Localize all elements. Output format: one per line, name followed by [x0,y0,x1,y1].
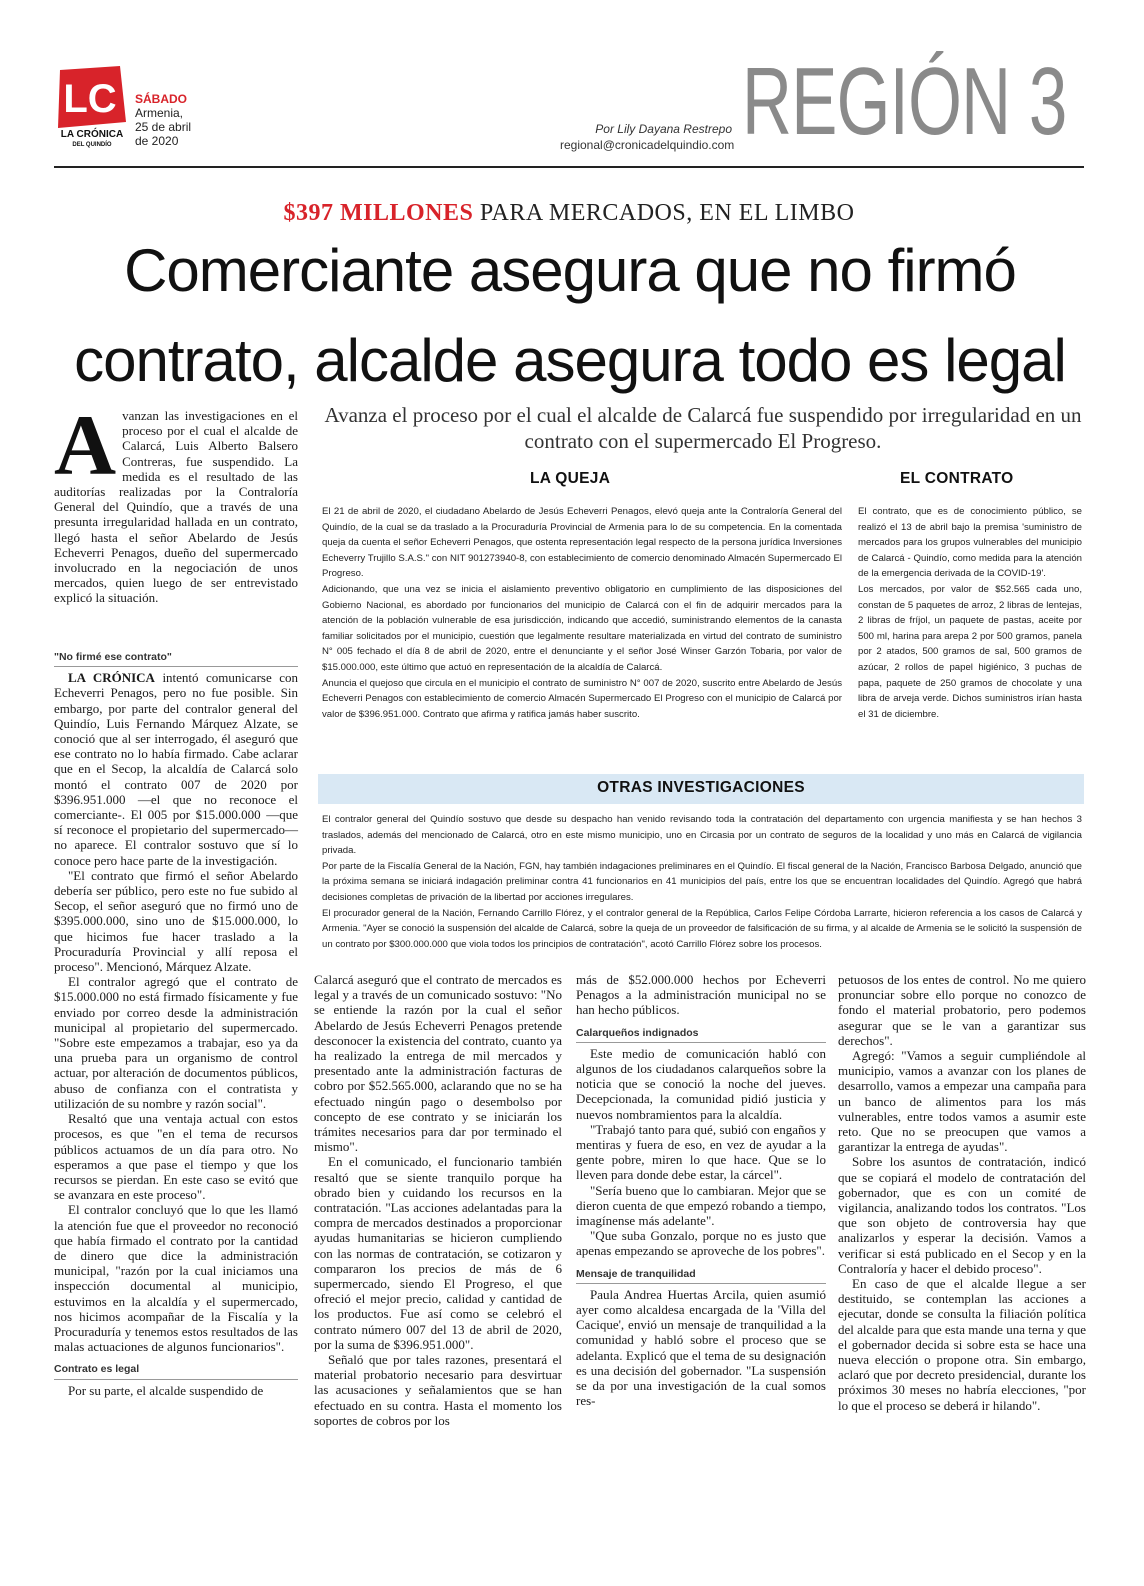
paragraph: Sobre los asuntos de contratación, indicó que se copiará el modelo de contratación del gobernador, que es con un comité de vigilancia, analizando todos los contratos. "Los que son objeto de controversia hay que analizarlos y esperar la decisión. Vamos a verificar si está publicado en el Secop y en la Contraloría y hacer el debido proceso". [838,1154,1086,1276]
paragraph: Agregó: "Vamos a seguir cumpliéndole al municipio, vamos a avanzar con los planes de desarrollo, vamos a empezar una campaña para un banco de alimentos para los más vulnerables, entre todos vamos a asumir este reto. Que no se preocupen que vamos a garantizar la entrega de ayudas". [838,1048,1086,1155]
paragraph: "Trabajó tanto para qué, subió con engaños y mentiras y fuera de eso, en vez de ayudar a la gente pobre, miren lo que hace. Que se lo lleven para donde debe estar, la cárcel". [576,1121,826,1183]
headline-line-2: contrato, alcalde asegura todo es legal [74,327,1066,394]
subhead-contrato-legal: Contrato es legal [54,1362,298,1379]
kicker-text: PARA MERCADOS, EN EL LIMBO [473,200,855,226]
paragraph: petuosos de los entes de control. No me quiero pronunciar sobre ello porque no conozco de fondo el material probatorio, pero podemos asegurar que se le van a garantizar sus derechos". [838,972,1086,1048]
subhead-no-firme: "No firmé ese contrato" [54,650,298,667]
contrato-title: EL CONTRATO [900,470,1014,487]
issue-date [135,92,191,148]
paragraph: más de $52.000.000 hechos por Echeverri Penagos a la administración municipal no se han hecho públicos. [576,972,826,1018]
paragraph: Señaló que por tales razones, presentará el material probatorio necesario para desvirtuar las acusaciones y señalamientos que se han efectuado en su contra. Hasta el momento los soportes de cobros por los [314,1352,562,1428]
paragraph: Este medio de comunicación habló con algunos de los ciudadanos calarqueños sobre la noticia que se conoció la noche del jueves. Decepcionada, la comunidad pidió justicia y nuevos nombramientos para la alcaldía. [576,1045,826,1122]
issue-date-line2: de 2020 [135,134,179,148]
paragraph: En el comunicado, el funcionario también resaltó que se siente tranquilo porque ha obrado bien y cuidando los recursos en la contratación. "Las acciones adelantadas para la compra de mercados destinados a proporcionar ayudas humanitarias se hicieron cumpliendo con las normas de contratación, se cotizaron y compararon los precios de más de 6 supermercado, siendo El Progreso, el que ofreció el mejor precio, calidad y cantidad de los productos. Fue así como se celebró el contrato número 007 del 13 de abril de 2020, por la suma de $396.951.000". [314,1154,562,1352]
queja-box [322,504,842,722]
paragraph: Paula Andrea Huertas Arcila, quien asumió ayer como alcaldesa encargada de la 'Villa del Cacique', envió un mensaje de tranquilidad a la comunidad y habló sobre el proceso que se adelanta. Explicó que el tema de su designación es una decisión del gobernador. "La suspensión se da por una investigación de la cual somos res- [576,1286,826,1409]
drop-cap: A [54,397,117,493]
queja-title: LA QUEJA [530,470,611,487]
header-divider [54,166,1084,168]
author-email: regional@cronicadelquindio.com [560,138,735,152]
logo-subname: DEL QUINDÍO [72,142,112,148]
otras-box [322,812,1082,952]
kicker [54,198,1084,228]
paragraph: Calarcá aseguró que el contrato de mercados es legal y a través de un comunicado sostuvo: "No se entiende la razón por la cual el señor Abelardo de Jesús Echeverri Penagos pretende desconocer la existencia del contrato, cuanto ya ha realizado la entrega de mil mercados y presentado ante la administración facturas de cobro por $52.565.000, aclarando que no se ha efectuado ningún pago o desembolso por concepto de ese contrato y se iniciarán los trámites necesarios para dar por terminado el mismo". [314,972,562,1155]
logo-name-text: LA CRÓNICA [60,129,124,140]
paragraph: El contralor agregó que el contrato de $15.000.000 no está firmado físicamente y fue enviado por correo desde la administración municipal al propietario del supermercado. "Sobre este empezamos a trabajar, eso ya da una prueba para un organismo de control actuar, por alteración de documentos públicos, abuso de confianza con el contratista y utilización de su nombre y razón social". [54,974,298,1111]
paragraph: Resaltó que una ventaja actual con estos procesos, es que "en el tema de recursos públicos actuamos de un día para otro. No esperamos a que pase el tiempo y que los recursos se pierdan. En este caso se evitó que se avanzara en este proceso". [54,1111,298,1203]
article-column-1 [54,642,298,1398]
article-column-2 [314,972,562,1428]
otras-paragraph: Por parte de la Fiscalía General de la Nación, FGN, hay también indagaciones preliminares en el Quindío. El fiscal general de la Nación, Francisco Barbosa Delgado, anunció que la próxima semana se iniciará indagación preliminar contra 41 funcionarios en 41 municipios del país, entre los que se encuentran localidades del Quindío. Agregó que habrá decisiones completas de privación de la libertad por acciones irregulares. [322,860,1082,903]
kicker-amount: $397 MILLONES [283,200,474,226]
author: Por Lily Dayana Restrepo [595,122,732,136]
queja-paragraph: Anuncia el quejoso que circula en el municipio el contrato de suministro N° 007 de 2020, suscrito entre Abelardo de Jesús Echeverri Penagos con establecimiento de comercio Almacén Supermercado El Progreso con el municipio de Calarcá por valor de $396.951.000. Contrato que afirma y ratifica jamás haber suscrito. [322,677,842,720]
issue-city: Armenia, [135,106,184,120]
paper-name: LA CRÓNICA [68,670,155,686]
subhead-calarquenos: Calarqueños indignados [576,1026,826,1043]
otras-paragraph: El procurador general de la Nación, Fernando Carrillo Flórez, y el contralor general de la República, Carlos Felipe Córdoba Larrarte, hicieron referencia a los casos de Calarcá y Armenia. "Ayer se conoció la suspensión del alcalde de Calarcá, sobre la queja de un proveedor de falsificación de su firma, y al alcalde de Armenia se le solicitó la suspensión de un contrato por $300.000.000 que viola todos los principios de contratación", acotó Carrillo Flórez sobre los procesos. [322,907,1082,950]
paragraph: Por su parte, el alcalde suspendido de [68,1382,264,1398]
paragraph [54,670,298,868]
queja-paragraph: Adicionando, que una vez se inicia el aislamiento preventivo obligatorio en cumplimiento de las disposiciones del Gobierno Nacional, es abordado por funcionarios del municipio de Calarcá con el fin de adquirir mercados para la atención de la población vulnerable de esa jurisdicción, indicando que accedió, suministrando elementos de la canasta familiar solicitados por el municipio, cuestión que legalmente resultare materializada en virtud del contrato de suministro N° 005 fechado el día 8 de abril de 2020, entre el denunciante y el señor José Winser Garzón Tobaria, por valor de $15.000.000, este último que actuó en representación de la alcaldía de Calarcá. [322,583,842,673]
otras-title: OTRAS INVESTIGACIONES [597,779,805,796]
subhead-tranquilidad: Mensaje de tranquilidad [576,1267,826,1284]
deck: Avanza el proceso por el cual el alcalde de Calarcá fue suspendido por irregularidad en un contrato con el supermercado El Progreso. [324,403,1082,453]
article-column-4 [838,972,1086,1413]
paragraph: En caso de que el alcalde llegue a ser destituido, se contemplan las acciones a ejecutar, donde se consulta la filiación política del alcalde para que esta mande una terna y que el gobernador decida si sobre esta se hace una nueva elección o propone otra. Sin embargo, aclaró que por decreto presidencial, durante los próximos 30 meses no habría elecciones, "por lo que el proceso se deberá ir hilando". [838,1276,1086,1413]
article-lead [54,397,298,606]
queja-paragraph: El 21 de abril de 2020, el ciudadano Abelardo de Jesús Echeverri Penagos, elevó queja ante la Contraloría General del Quindío, de la cual se da traslado a la Procuraduría Provincial de Armenia para lo de su competencia. En la comentada queja da cuenta el señor Echeverri Penagos, que ostenta representación legal respecto de la persona jurídica Inversiones Echeverry Trujillo S.A.S." con NIT 901273940-8, con establecimiento de comercio denominado Almacén Supermercado El Progreso. [322,506,842,580]
byline [560,121,735,153]
headline-line-1: Comerciante asegura que no firmó [124,237,1016,304]
logo-mark [54,66,126,128]
otras-paragraph: El contralor general del Quindío sostuvo que desde su despacho han venido revisando toda la contratación del departamento con urgencia manifiesta y se han hechos 3 traslados, además del mencionado de Calarcá, otro en este mismo municipio, uno en Circasia por un contrato de seguros de la localidad y uno más en Calarcá de vigilancia privada. [322,814,1082,857]
issue-day: SÁBADO [135,92,188,106]
lead-paragraph: vanzan las investigaciones en el proceso por el cual el alcalde de Calarcá, Luis Alberto Balsero Contreras, fue suspendido. La medida es el resultado de las auditorías realizadas por la Contraloría General del Quindío, que a través de una presunta irregularidad hallada en un contrato, llegó hasta el señor Abelardo de Jesús Echeverri Penagos, dueño del supermercado involucrado en la negociación de unos mercados, quien luego de ser entrevistado explicó la situación. [54,408,298,606]
contrato-paragraph: Los mercados, por valor de $52.565 cada uno, constan de 5 paquetes de arroz, 2 libras de lentejas, 2 libras de fríjol, un paquete de pastas, aceite por 500 ml, harina para arepa 2 por 500 gramos, panela por 2 atados, 500 gramos de sal, 500 gramos de azúcar, 2 rollos de papel higiénico, 3 puchas de papa, paquete de 250 gramos de chocolate y una libra de arveja verde. Dichos suministros irían hasta el 31 de diciembre. [858,583,1082,720]
contrato-box [858,504,1082,722]
paragraph-text: intentó comunicarse con Echeverri Penagos, pero no fue posible. Sin embargo, por parte del contralor general del Quindío, Luis Fernando Márquez Alzate, se conoció que al ser interrogado, él aseguró que ese contrato no lo había firmado. Cabe aclarar que en el Secop, la alcaldía de Calarcá solo montó el contrato 007 de 2020 por $396.951.000 —el que no reconoce el comerciante-. El 005 por $15.000.000 —que sí reconoce el propietario del supermercado— no aparece. El contralor sostuvo que sí lo conoce pero hace parte de la investigación. [54,670,298,868]
section-title: REGIÓN 3 [742,48,1067,155]
paragraph: El contralor concluyó que lo que les llamó la atención fue que el proveedor no reconoció que había firmado el contrato por la cantidad de dinero que dice la administración municipal, "razón por la cual iniciamos una inspección documental al municipio, estuvimos en la alcaldía y el supermercado, nos hicimos acompañar de la Fiscalía y la Procuraduría y tenemos estos resultados de las malas actuaciones de algunos funcionarios". [54,1202,298,1355]
contrato-paragraph: El contrato, que es de conocimiento público, se realizó el 13 de abril bajo la premisa 'suministro de mercados para los grupos vulnerables del municipio de Calarcá - Quindío, como medida para la atención de la emergencia derivada de la COVID-19'. [858,506,1082,580]
newspaper-logo [54,66,126,128]
logo-name [56,130,128,150]
paragraph: "Sería bueno que lo cambiaran. Mejor que se dieron cuenta de que empezó robando a tiempo, imagínense más adelante". [576,1182,826,1229]
issue-date-line1: 25 de abril [135,120,192,134]
paragraph: "Que suba Gonzalo, porque no es justo que apenas empezando se aproveche de los pobres". [576,1228,826,1259]
article-column-3 [576,972,826,1408]
paragraph: "El contrato que firmó el señor Abelardo debería ser público, pero este no fue subido al Secop, el señor aseguró que no firmó uno de $395.000.000, sino uno de $15.000.000, lo que hicimos fue hacer traslado a la Procuraduría Provincial y allí reposa el proceso". Mencionó, Márquez Alzate. [54,867,298,975]
logo-letters: LC [63,77,117,121]
